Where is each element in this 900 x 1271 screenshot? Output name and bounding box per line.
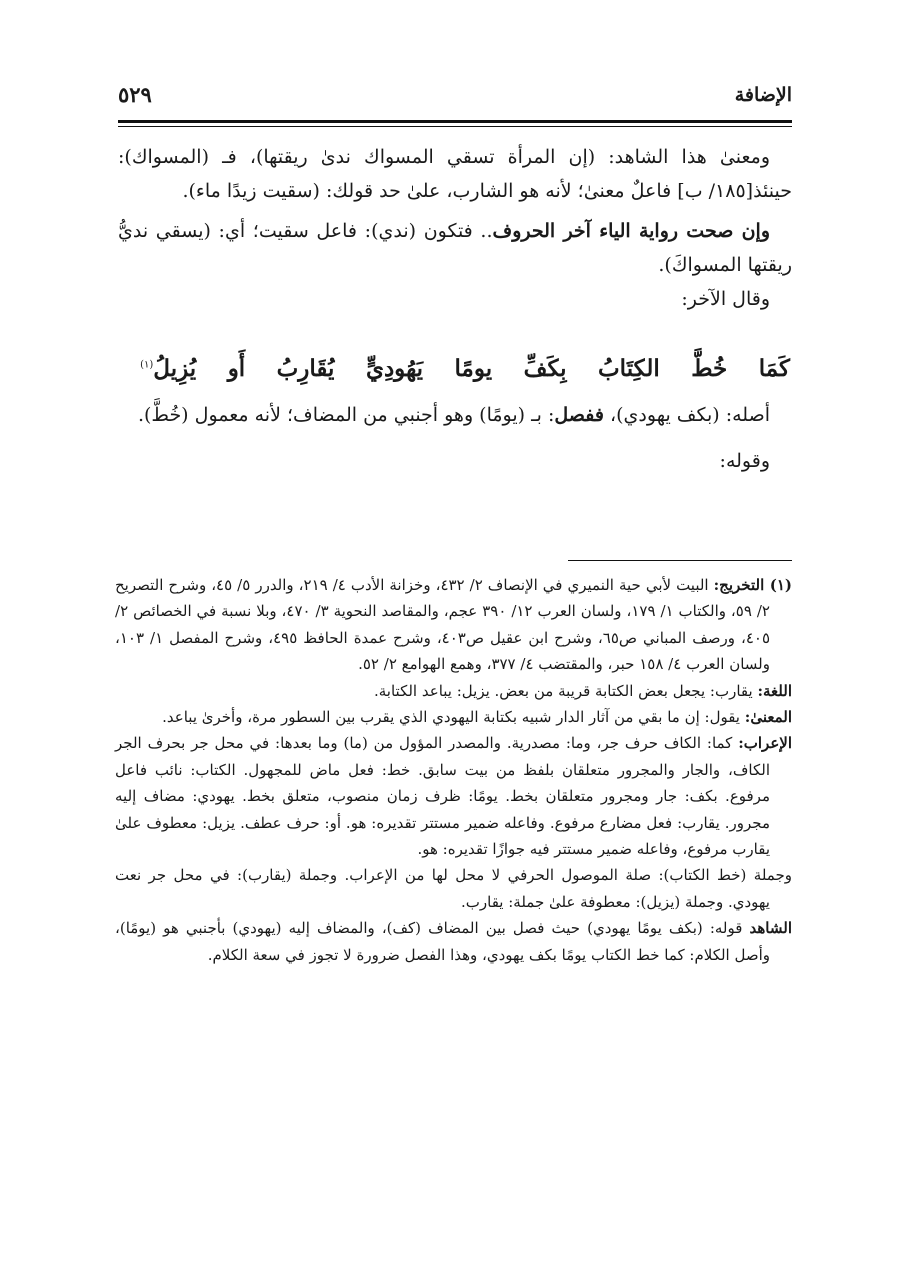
takhrij-text: البيت لأبي حية النميري في الإنصاف ٢/ ٤٣٢، وخزانة الأدب ٤/ ٢١٩، والدرر ٥/ ٤٥، وشرح التصريح ٢/ ٥٩، والكتاب ١/ ١٧٩، ولسان العرب ١٢/ ٣٩٠ عجم، والمقاصد النحوية ٣/ ٤٧٠، وبلا نسبة في الخصائص ٢/ ٤٠٥، ورصف المباني ص٦٥، وشرح ابن عقيل ص٤٠٣، وشرح عمدة الحافظ ٤٩٥، وشرح المفصل ١/ ١٠٣، ولسان العرب ٤/ ١٥٨ حبر، والمقتضب ٤/ ٣٧٧، وهمع الهوامع ٢/ ٥٢. bbox=[115, 576, 770, 674]
shahid-label: الشاهد bbox=[749, 919, 792, 938]
irab-label: الإعراب: bbox=[738, 734, 792, 753]
footnote-mana bbox=[115, 704, 792, 730]
footnote-takhrij bbox=[115, 572, 792, 678]
irab-text: كما: الكاف حرف جر، وما: مصدرية. والمصدر المؤول من (ما) وما بعدها: في محل جر بحرف الجر الكاف، والجار والمجرور متعلقان بلفظ من بيت سابق. خط: فعل ماض للمجهول. الكتاب: نائب فاعل مرفوع. بكف: جار ومجرور متعلقان بخط. يومًا: ظرف زمان منصوب، متعلق بخط. يهودي: مضاف إليه مجرور. يقارب: فعل مضارع مرفوع. وفاعله ضمير مستتر تقديره: هو. أو: حرف عطف. يزيل: معطوف علىٰ يقارب مرفوع، وفاعله ضمير مستتر فيه جوازًا تقديره: هو. bbox=[115, 734, 770, 859]
footnote-lugha bbox=[115, 678, 792, 704]
footnote-shahid bbox=[115, 915, 792, 968]
running-title: الإضافة bbox=[734, 84, 792, 106]
verse-word: أَو bbox=[227, 354, 246, 382]
verse-word: يومًا bbox=[454, 354, 493, 382]
verse-word: الكِتَابُ bbox=[598, 354, 660, 382]
poetry-verse bbox=[140, 348, 790, 388]
footnote-separator bbox=[568, 560, 792, 561]
header-rule-thin bbox=[118, 126, 792, 127]
footnotes bbox=[115, 572, 792, 968]
verse-word: يُقَارِبُ bbox=[276, 354, 335, 382]
mana-label: المعنىٰ: bbox=[744, 708, 792, 727]
page-number: ٥٢٩ bbox=[118, 82, 152, 107]
shahid-text: قوله: (بكف يومًا يهودي) حيث فصل بين المضاف (كف)، والمضاف إليه (يهودي) بأجنبي هو (يومًا)، وأصل الكلام: كما خط الكتاب يومًا بكف يهودي، وهذا الفصل ضرورة لا تجوز في سعة الكلام. bbox=[115, 919, 770, 964]
asl-text-b: : بـ (يومًا) وهو أجنبي من المضاف؛ لأنه معمول (خُطَّ). bbox=[137, 404, 555, 426]
lugha-text: يقارب: يجعل بعض الكتابة قريبة من بعض. يزيل: يباعد الكتابة. bbox=[374, 681, 753, 700]
page-header bbox=[118, 84, 792, 118]
footnote-irab bbox=[115, 730, 792, 862]
fasl-bold: ففصل bbox=[554, 404, 604, 426]
main-text bbox=[118, 140, 792, 316]
paragraph-meaning: ومعنىٰ هذا الشاهد: (إن المرأة تسقي المسواك ندىٰ ريقتها)، فـ (المسواك): حينئذ[١٨٥/ ب] فاعلٌ معنىٰ؛ لأنه هو الشارب، علىٰ حد قولك: (سقيت زيدًا ماء). bbox=[118, 146, 792, 202]
footnote-jumla: وجملة (خط الكتاب): صلة الموصول الحرفي لا محل لها من الإعراب. وجملة (يقارب): في محل جر نعت يهودي. وجملة (يزيل): معطوفة علىٰ جملة: يقارب. bbox=[115, 866, 792, 911]
paragraph-qawluh: وقوله: bbox=[719, 450, 770, 472]
main-text-continued bbox=[118, 398, 792, 478]
mana-text: يقول: إن ما بقي من آثار الدار شبيه بكتابة اليهودي الذي يقرب بين السطور مرة، وأخرىٰ يباعد. bbox=[162, 708, 740, 727]
verse-word: يَهُودِيٍّ bbox=[365, 354, 424, 382]
riwaya-heading: وإن صحت رواية الياء آخر الحروف bbox=[492, 220, 770, 242]
footnote-marker: (١) bbox=[140, 358, 154, 370]
riwaya-text: .. فتكون (ندي): فاعل سقيت؛ أي: (يسقي نديُّ ريقتها المسواكَ). bbox=[118, 220, 792, 276]
paragraph-qala: وقال الآخر: bbox=[681, 288, 770, 310]
asl-text-a: أصله: (بكف يهودي)، bbox=[610, 404, 770, 426]
takhrij-label: (١) التخريج: bbox=[713, 576, 792, 594]
verse-word: يُزِيلُ bbox=[153, 354, 197, 382]
paragraph-riwaya bbox=[118, 214, 792, 282]
lugha-label: اللغة: bbox=[757, 681, 792, 700]
header-rule-thick bbox=[118, 120, 792, 123]
verse-word-last bbox=[140, 355, 196, 382]
verse-word: خُطَّ bbox=[691, 354, 728, 382]
paragraph-asl bbox=[118, 398, 792, 432]
verse-word: بِكَفِّ bbox=[523, 354, 567, 382]
verse-word: كَمَا bbox=[758, 354, 790, 382]
